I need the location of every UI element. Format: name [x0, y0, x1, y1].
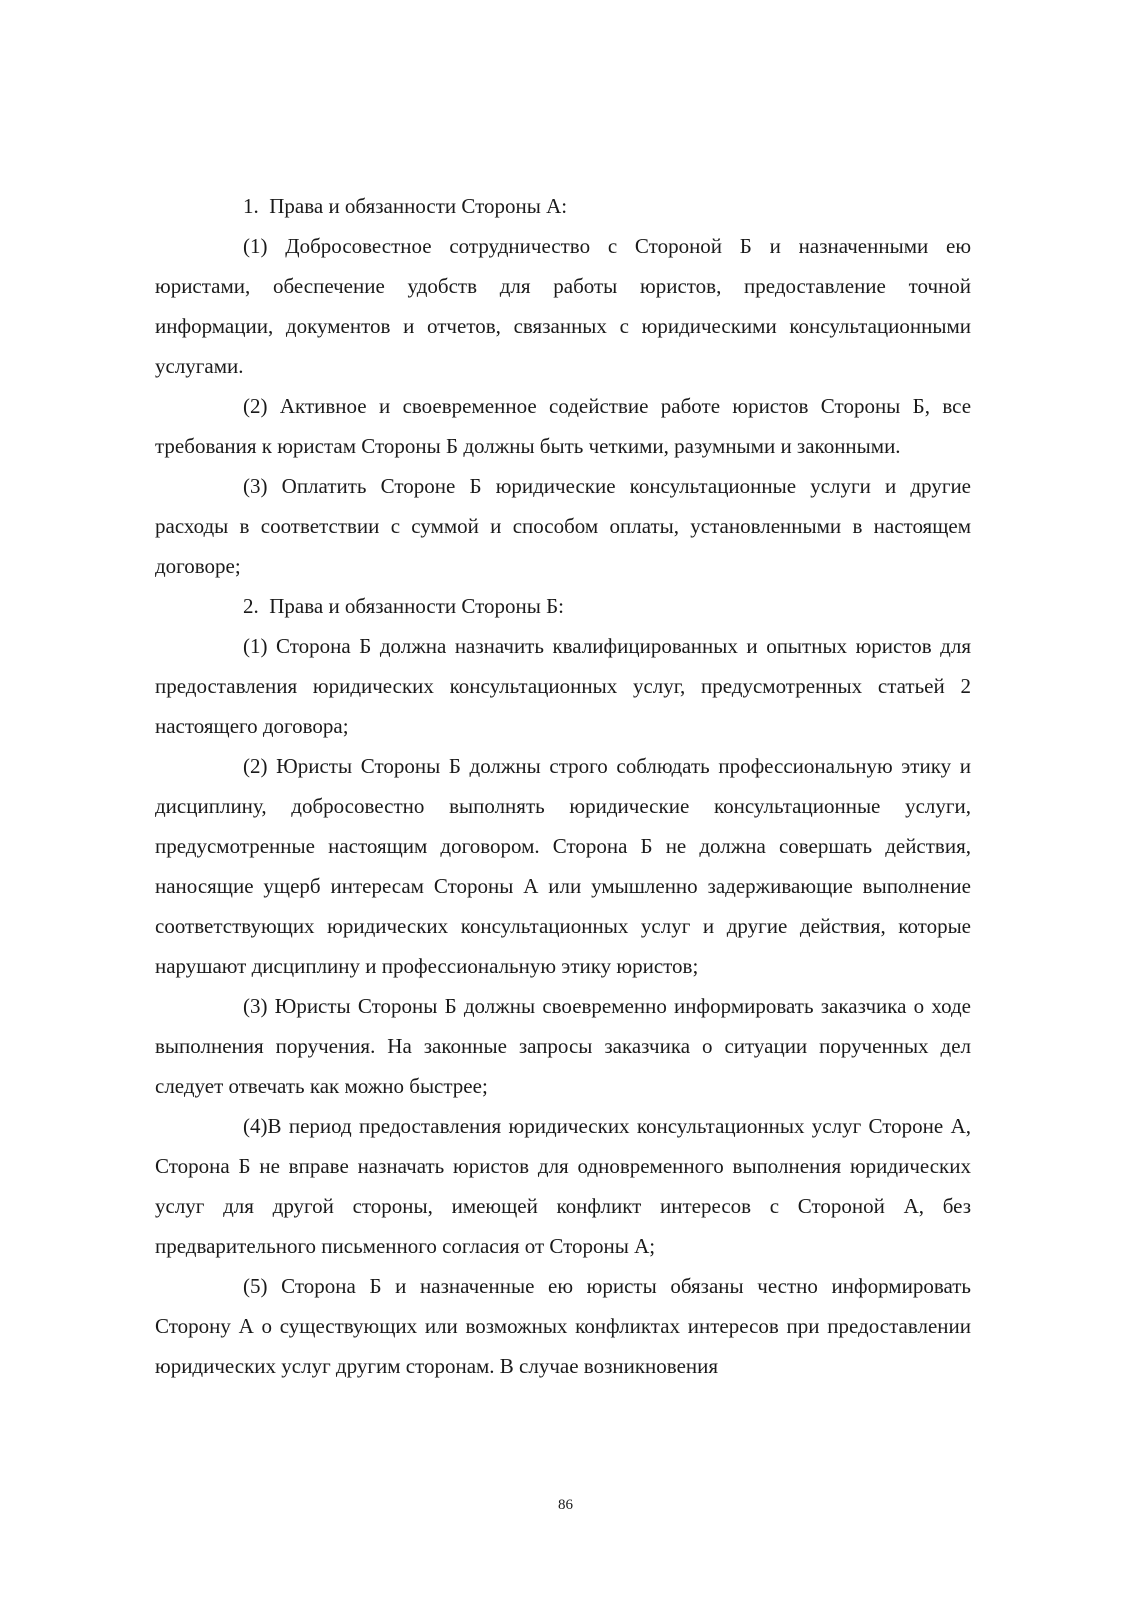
paragraph-marker: (5) [243, 1274, 268, 1298]
section-heading [155, 186, 971, 226]
paragraph-text: Сторона Б должна назначить квалифицированных и опытных юристов для предоставления юридических консультационных услуг, предусмотренных статьей 2 настоящего договора; [155, 634, 971, 738]
paragraph-text: В период предоставления юридических консультационных услуг Стороне А, Сторона Б не вправе назначать юристов для одновременного выполнения юридических услуг для другой стороны, имеющей конфликт интересов с Стороной А, без предварительного письменного согласия от Стороны А; [155, 1114, 971, 1258]
list-item [155, 466, 971, 586]
paragraph-marker: 1. [243, 194, 259, 218]
document-body [155, 186, 971, 1386]
paragraph-text: Сторона Б и назначенные ею юристы обязаны честно информировать Сторону А о существующих или возможных конфликтах интересов при предоставлении юридических услуг другим сторонам. В случае возникновения [155, 1274, 972, 1378]
paragraph-text: Добросовестное сотрудничество с Стороной Б и назначенными ею юристами, обеспечение удобств для работы юристов, предоставление точной информации, документов и отчетов, связанных с юридическими консультационными услугами. [155, 234, 972, 378]
list-item [155, 1266, 971, 1386]
paragraph-text: Права и обязанности Стороны А: [269, 194, 568, 218]
paragraph-marker: (1) [243, 634, 268, 658]
paragraph-marker: (3) [243, 474, 268, 498]
list-item [155, 386, 971, 466]
list-item [155, 746, 971, 986]
paragraph-marker: (2) [243, 754, 268, 778]
list-item [155, 1106, 971, 1266]
paragraph-text: Права и обязанности Стороны Б: [269, 594, 564, 618]
paragraph-marker: (1) [243, 234, 268, 258]
list-item [155, 626, 971, 746]
section-heading [155, 586, 971, 626]
paragraph-marker: (2) [243, 394, 268, 418]
paragraph-text: Оплатить Стороне Б юридические консультационные услуги и другие расходы в соответствии с суммой и способом оплаты, установленными в настоящем договоре; [155, 474, 971, 578]
paragraph-text: Юристы Стороны Б должны своевременно информировать заказчика о ходе выполнения поручения. На законные запросы заказчика о ситуации порученных дел следует отвечать как можно быстрее; [155, 994, 971, 1098]
paragraph-text: Юристы Стороны Б должны строго соблюдать профессиональную этику и дисциплину, добросовестно выполнять юридические консультационные услуги, предусмотренные настоящим договором. Сторона Б не должна совершать действия, наносящие ущерб интересам Стороны А или умышленно задерживающие выполнение соответствующих юридических консультационных услуг и другие действия, которые нарушают дисциплину и профессиональную этику юристов; [155, 754, 971, 978]
list-item [155, 986, 971, 1106]
page-number: 86 [558, 1497, 573, 1513]
paragraph-marker: (3) [243, 994, 268, 1018]
paragraph-text: Активное и своевременное содействие работе юристов Стороны Б, все требования к юристам Стороны Б должны быть четкими, разумными и законными. [155, 394, 972, 458]
paragraph-marker: (4) [243, 1114, 268, 1138]
paragraph-marker: 2. [243, 594, 259, 618]
list-item [155, 226, 971, 386]
